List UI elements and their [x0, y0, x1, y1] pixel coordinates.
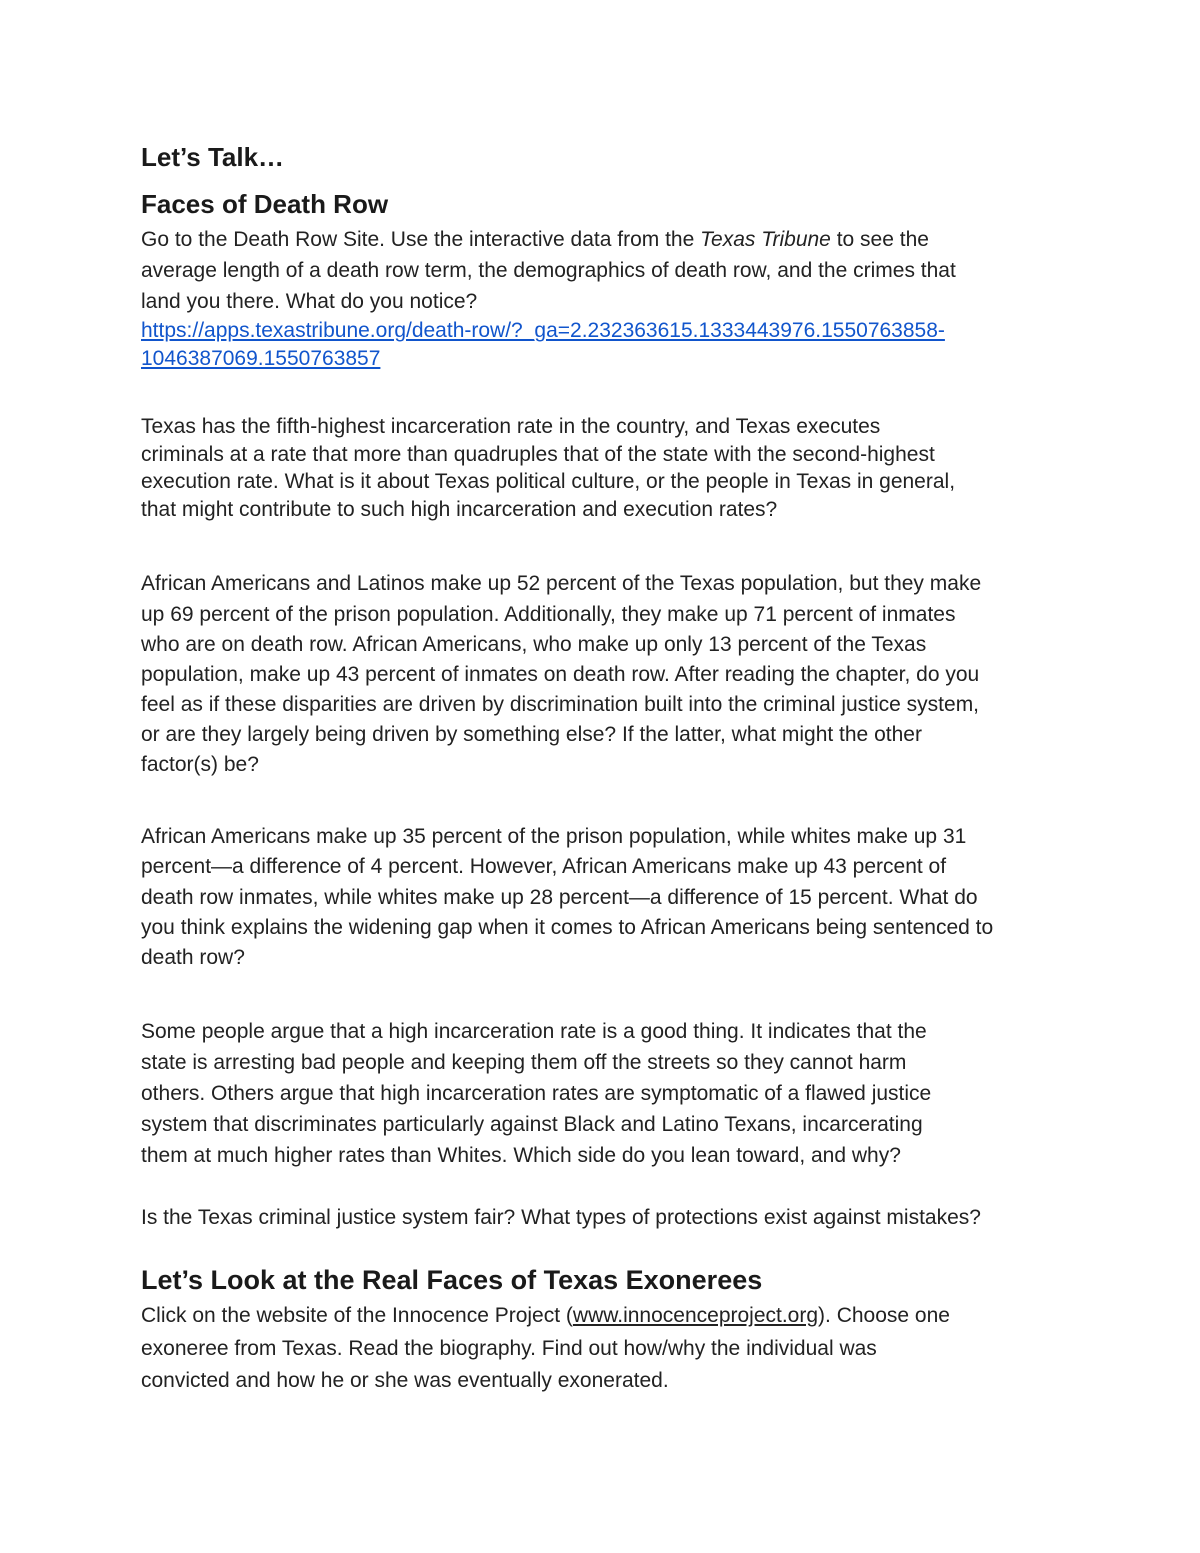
para-african-latinos-line: or are they largely being driven by something else? If the latter, what might the other — [141, 723, 922, 746]
para-some-people-line: state is arresting bad people and keeping them off the streets so they cannot harm — [141, 1051, 907, 1074]
para-african-latinos-line: feel as if these disparities are driven by discrimination built into the criminal justice system, — [141, 693, 980, 716]
para-african-latinos-line: population, make up 43 percent of inmates on death row. After reading the chapter, do you — [141, 663, 980, 686]
para-texas-rate-line: that might contribute to such high incarceration and execution rates? — [141, 498, 778, 521]
para-african-latinos-line: who are on death row. African Americans, who make up only 13 percent of the Texas — [141, 633, 927, 656]
para-african-latinos-line: factor(s) be? — [141, 753, 259, 776]
para-african-prison-line: death row? — [141, 946, 245, 969]
para-some-people-line: Some people argue that a high incarceration rate is a good thing. It indicates that the — [141, 1020, 927, 1043]
texas-tribune-title: Texas Tribune — [700, 228, 831, 251]
intro-line-3: land you there. What do you notice? — [141, 290, 478, 313]
para-african-latinos-line: up 69 percent of the prison population. Additionally, they make up 71 percent of inmates — [141, 603, 956, 626]
para-african-prison-line: you think explains the widening gap when it comes to African Americans being sentenced to — [141, 916, 994, 939]
para-some-people-line: them at much higher rates than Whites. Which side do you lean toward, and why? — [141, 1144, 901, 1167]
exonerees-line-3: convicted and how he or she was eventually exonerated. — [141, 1369, 669, 1392]
death-row-link-line-2[interactable]: 1046387069.1550763857 — [141, 347, 381, 370]
para-some-people-line: others. Others argue that high incarceration rates are symptomatic of a flawed justice — [141, 1082, 932, 1105]
para-texas-rate-line: Texas has the fifth-highest incarceration rate in the country, and Texas executes — [141, 415, 881, 438]
para-african-prison-line: death row inmates, while whites make up 28 percent—a difference of 15 percent. What do — [141, 886, 978, 909]
heading-lets-talk: Let’s Talk… — [141, 142, 285, 172]
para-texas-rate-line: execution rate. What is it about Texas political culture, or the people in Texas in general, — [141, 470, 956, 493]
para-african-prison-line: percent—a difference of 4 percent. However, African Americans make up 43 percent of — [141, 855, 947, 878]
heading-texas-exonerees: Let’s Look at the Real Faces of Texas Exonerees — [141, 1265, 763, 1295]
intro-line-2: average length of a death row term, the demographics of death row, and the crimes that — [141, 259, 956, 282]
para-african-prison-line: African Americans make up 35 percent of the prison population, while whites make up 31 — [141, 825, 967, 848]
para-some-people-line: system that discriminates particularly against Black and Latino Texans, incarcerating — [141, 1113, 923, 1136]
heading-faces-of-death-row: Faces of Death Row — [141, 189, 389, 219]
intro-line-1: Go to the Death Row Site. Use the interactive data from the Texas Tribune to see the — [141, 228, 929, 251]
para-fair-question: Is the Texas criminal justice system fair? What types of protections exist against mistakes? — [141, 1206, 981, 1229]
para-texas-rate-line: criminals at a rate that more than quadruples that of the state with the second-highest — [141, 443, 935, 466]
death-row-link-line-1[interactable]: https://apps.texastribune.org/death-row/?_ga=2.232363615.1333443976.1550763858- — [141, 319, 945, 342]
para-african-latinos-line: African Americans and Latinos make up 52 percent of the Texas population, but they make — [141, 572, 982, 595]
exonerees-line-2: exoneree from Texas. Read the biography. Find out how/why the individual was — [141, 1337, 877, 1360]
exonerees-line-1: Click on the website of the Innocence Project (www.innocenceproject.org). Choose one — [141, 1304, 950, 1327]
innocence-project-link[interactable]: www.innocenceproject.org — [572, 1304, 819, 1327]
